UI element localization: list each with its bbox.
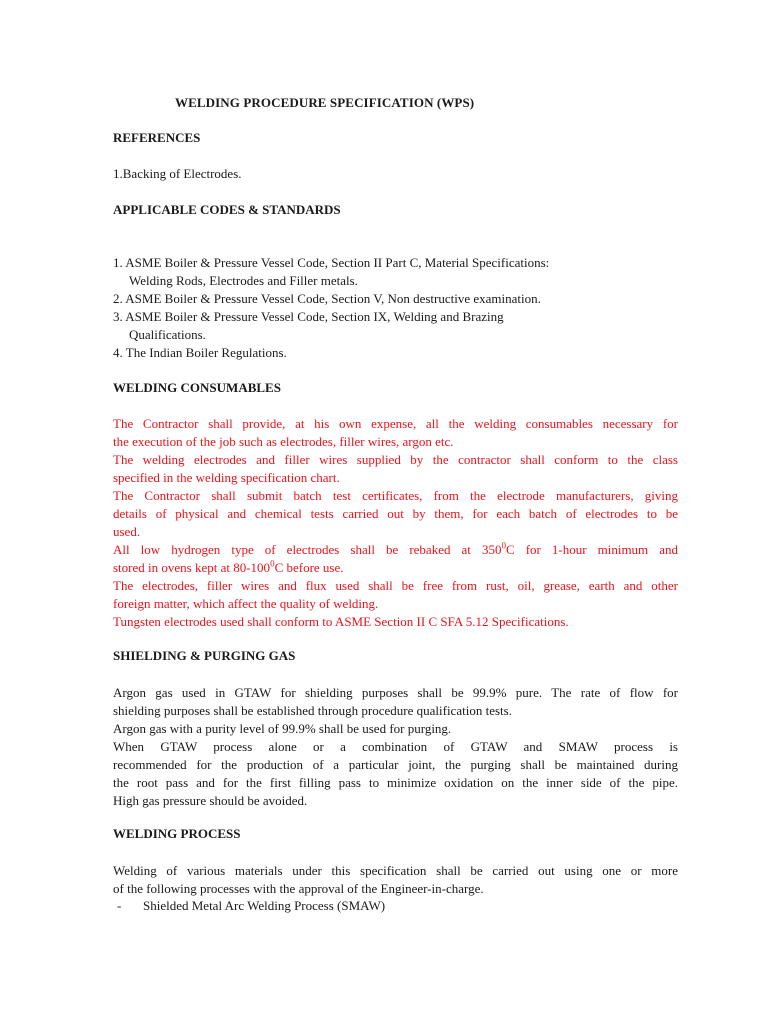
shielding-line-7: High gas pressure should be avoided. <box>113 793 308 808</box>
shielding-line-3: Argon gas with a purity level of 99.9% shall be used for purging. <box>113 721 452 736</box>
consumables-line-10: The electrodes, filler wires and flux used shall be free from rust, oil, grease, earth and other <box>113 578 678 593</box>
consumables-line-7: used. <box>113 524 141 539</box>
consumables-line-4: specified in the welding specification chart. <box>113 470 340 485</box>
consumables-line-9-a: stored in ovens kept at 80-100 <box>113 560 271 575</box>
document-title: WELDING PROCEDURE SPECIFICATION (WPS) <box>175 95 475 110</box>
heading-codes-standards: APPLICABLE CODES & STANDARDS <box>113 202 341 217</box>
consumables-line-9 <box>113 559 678 577</box>
heading-welding-process: WELDING PROCESS <box>113 826 241 841</box>
codes-line-1: 1. ASME Boiler & Pressure Vessel Code, Section II Part C, Material Specifications: <box>113 255 550 270</box>
process-line-2: of the following processes with the approval of the Engineer-in-charge. <box>113 881 484 896</box>
consumables-line-6: details of physical and chemical tests carried out by them, for each batch of electrodes to be <box>113 506 678 521</box>
superscript-degree: 0 <box>270 558 275 569</box>
codes-line-4: 3. ASME Boiler & Pressure Vessel Code, Section IX, Welding and Brazing <box>113 309 504 324</box>
heading-references: REFERENCES <box>113 130 201 145</box>
shielding-line-2: shielding purposes shall be established through procedure qualification tests. <box>113 703 512 718</box>
codes-line-2: Welding Rods, Electrodes and Filler metals. <box>129 273 358 288</box>
shielding-line-6: the root pass and for the first filling pass to minimize oxidation on the inner side of the pipe. <box>113 775 678 790</box>
shielding-line-4: When GTAW process alone or a combination of GTAW and SMAW process is <box>113 739 678 754</box>
codes-line-3: 2. ASME Boiler & Pressure Vessel Code, Section V, Non destructive examination. <box>113 291 541 306</box>
codes-line-6: 4. The Indian Boiler Regulations. <box>113 345 287 360</box>
shielding-line-5: recommended for the production of a particular joint, the purging shall be maintained during <box>113 757 678 772</box>
consumables-line-5: The Contractor shall submit batch test certificates, from the electrode manufacturers, giving <box>113 488 678 503</box>
heading-welding-consumables: WELDING CONSUMABLES <box>113 380 281 395</box>
consumables-line-1: The Contractor shall provide, at his own expense, all the welding consumables necessary for <box>113 416 678 431</box>
consumables-line-12: Tungsten electrodes used shall conform to ASME Section II C SFA 5.12 Specifications. <box>113 614 569 629</box>
process-item-smaw: Shielded Metal Arc Welding Process (SMAW) <box>143 898 386 913</box>
reference-item-1: 1.Backing of Electrodes. <box>113 166 242 181</box>
consumables-line-8-a: All low hydrogen type of electrodes shall be rebaked at 350 <box>113 542 502 557</box>
process-line-1: Welding of various materials under this specification shall be carried out using one or more <box>113 863 678 878</box>
consumables-line-8 <box>113 541 678 559</box>
consumables-line-8-b: C for 1-hour minimum and <box>505 542 678 557</box>
shielding-line-1: Argon gas used in GTAW for shielding purposes shall be 99.9% pure. The rate of flow for <box>113 685 678 700</box>
consumables-line-9-b: C before use. <box>274 560 344 575</box>
codes-line-5: Qualifications. <box>129 327 206 342</box>
consumables-line-11: foreign matter, which affect the quality of welding. <box>113 596 379 611</box>
consumables-line-3: The welding electrodes and filler wires supplied by the contractor shall conform to the class <box>113 452 678 467</box>
heading-shielding-purging-gas: SHIELDING & PURGING GAS <box>113 648 296 663</box>
superscript-degree: 0 <box>501 540 506 551</box>
consumables-line-2: the execution of the job such as electrodes, filler wires, argon etc. <box>113 434 454 449</box>
bullet-dash: - <box>117 898 122 913</box>
